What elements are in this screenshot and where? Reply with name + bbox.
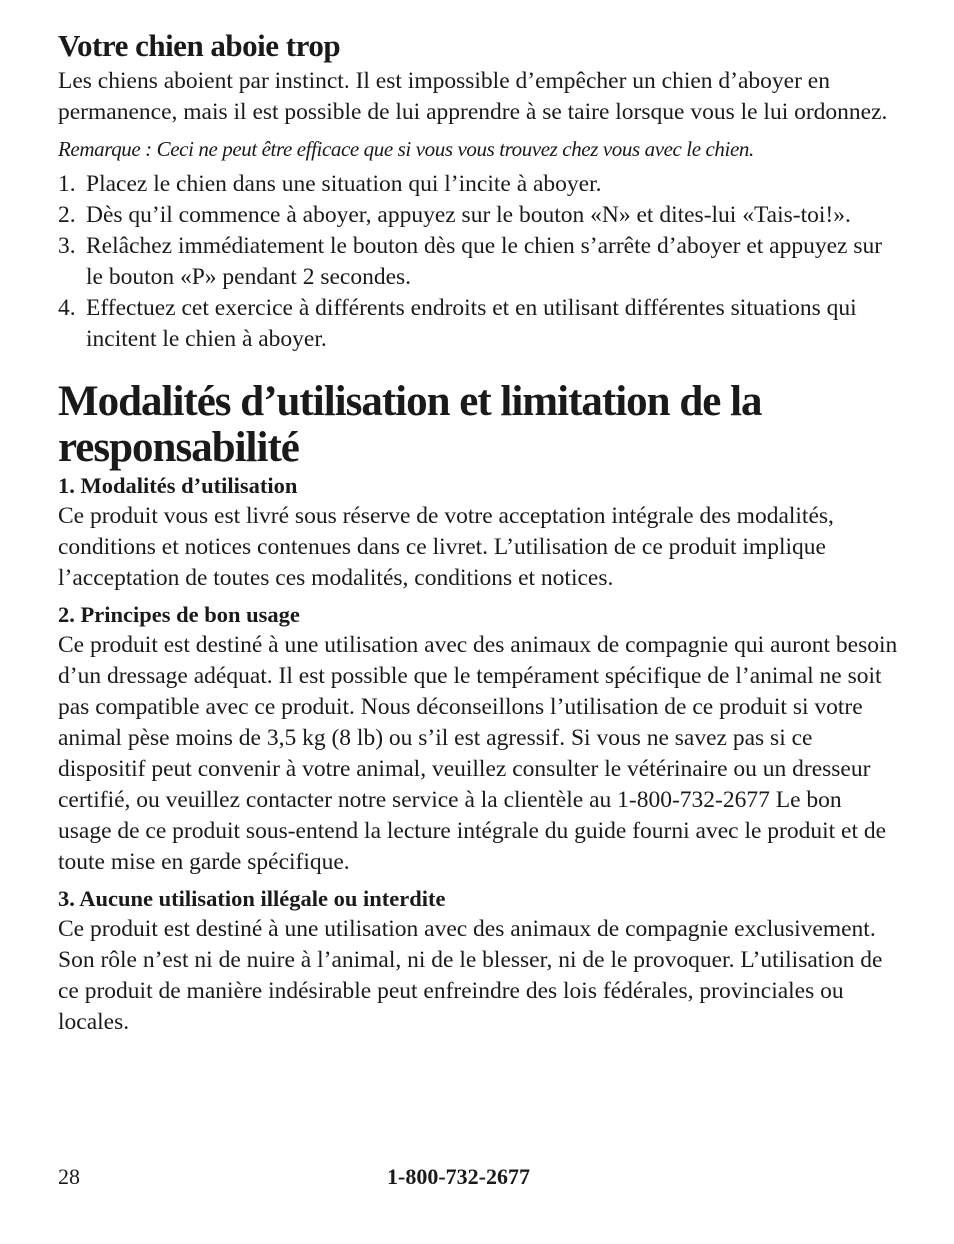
document-page [58,26,898,1038]
step-text: Effectuez cet exercice à différents endroits et en utilisant différentes situations qui incitent le chien à aboyer. [86,295,857,352]
subsection-heading: 1. Modalités d’utilisation [58,473,298,498]
page-footer [58,1162,898,1192]
step-text: Dès qu’il commence à aboyer, appuyez sur le bouton «N» et dites-lui «Tais-toi!». [86,202,851,228]
section-title-barking: Votre chien aboie trop [58,28,341,63]
subsection-heading: 2. Principes de bon usage [58,602,300,627]
subsection-heading: 3. Aucune utilisation illégale ou interdite [58,886,446,911]
subsection-no-illegal-use [58,884,898,1038]
step-number: 1. [58,171,76,197]
subsection-text: Ce produit est destiné à une utilisation avec des animaux de compagnie exclusivement. Son rôle n’est ni de nuire à l’animal, ni de le blesser, ni de le provoquer. L’utilisation de ce produit de manière indésirable peut enfreindre des lois fédérales, provinciales ou locales. [58,916,883,1035]
subsection-terms-of-use [58,471,898,594]
step-number: 2. [58,202,76,228]
step-text: Relâchez immédiatement le bouton dès que le chien s’arrête d’aboyer et appuyez sur le bouton «P» pendant 2 secondes. [86,233,883,290]
step-number: 3. [58,233,76,259]
intro-paragraph: Les chiens aboient par instinct. Il est impossible d’empêcher un chien d’aboyer en permanence, mais il est possible de lui apprendre à se taire lorsque vous le lui ordonnez. [58,68,888,125]
page-number: 28 [58,1164,80,1189]
step-text: Placez le chien dans une situation qui l’incite à aboyer. [86,171,602,197]
step-number: 4. [58,295,76,321]
footer-phone: 1-800-732-2677 [387,1164,530,1189]
subsection-text: Ce produit est destiné à une utilisation avec des animaux de compagnie qui auront besoin d’un dressage adéquat. Il est possible que le tempérament spécifique de l’animal ne soit pas compatible avec ce produit. Nous déconseillons l’utilisation de ce produit si votre animal pèse moins de 3,5 kg (8 lb) ou s’il est agressif. Si vous ne savez pas si ce dispositif peut convenir à votre animal, veuillez consulter le vétérinaire ou un dresseur certifié, ou veuillez contacter notre service à la clientèle au 1-800-732-2677 Le bon usage de ce produit sous-entend la lecture intégrale du guide fourni avec le produit et de toute mise en garde spécifique. [58,632,898,875]
list-item [58,231,898,293]
list-item [58,169,898,200]
steps-list [58,169,898,355]
section-title-terms: Modalités d’utilisation et limitation de la responsabilité [58,378,762,471]
subsection-text: Ce produit vous est livré sous réserve de votre acceptation intégrale des modalités, conditions et notices contenues dans ce livret. L’utilisation de ce produit implique l’acceptation de toutes ces modalités, conditions et notices. [58,503,834,591]
note-remark: Remarque : Ceci ne peut être efficace que si vous vous trouvez chez vous avec le chien. [58,137,754,161]
list-item [58,293,898,355]
list-item [58,200,898,231]
subsection-proper-use [58,600,898,878]
